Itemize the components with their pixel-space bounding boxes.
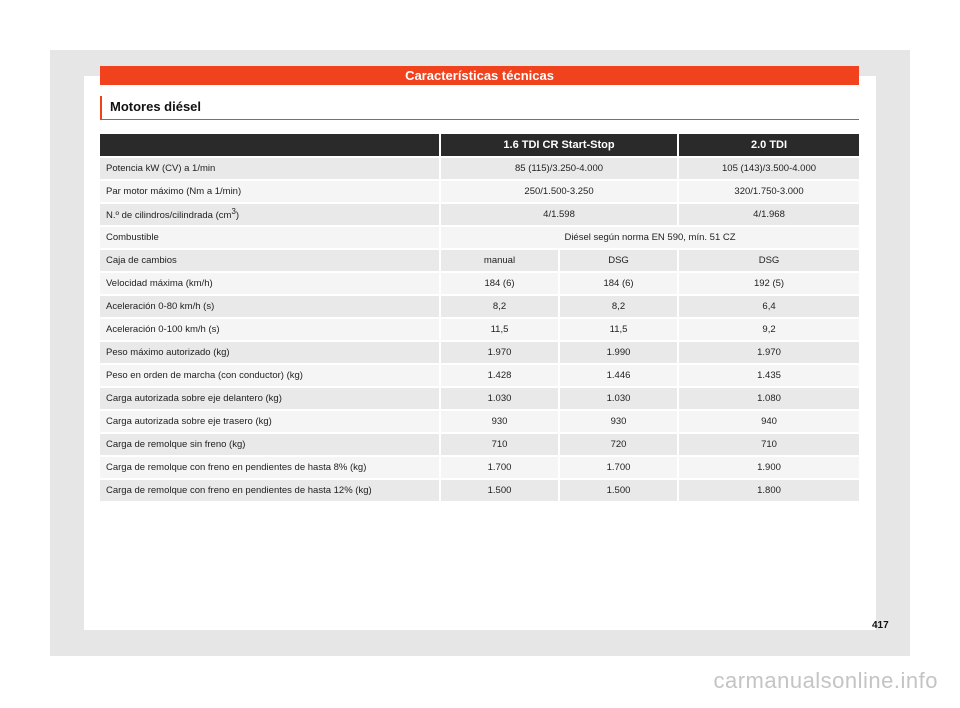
cell-value: 4/1.968	[679, 204, 859, 225]
table-row	[100, 434, 859, 455]
row-label: Carga de remolque con freno en pendientes de hasta 12% (kg)	[100, 480, 441, 501]
table-row	[100, 273, 859, 294]
table-row	[100, 158, 859, 179]
cell-value: 1.900	[679, 457, 859, 478]
cell-value: 184 (6)	[441, 273, 560, 294]
cell-value: 940	[679, 411, 859, 432]
cell-value: 1.030	[441, 388, 560, 409]
cell-value: 320/1.750-3.000	[679, 181, 859, 202]
table-row	[100, 457, 859, 478]
row-label: Caja de cambios	[100, 250, 441, 271]
cell-value: 1.990	[560, 342, 679, 363]
row-label: Aceleración 0-80 km/h (s)	[100, 296, 441, 317]
cell-value: 1.030	[560, 388, 679, 409]
row-label: Carga autorizada sobre eje trasero (kg)	[100, 411, 441, 432]
cell-value: Diésel según norma EN 590, mín. 51 CZ	[441, 227, 859, 248]
specs-table	[100, 132, 859, 503]
row-label-end: )	[235, 210, 240, 222]
table-row	[100, 227, 859, 248]
table-row	[100, 411, 859, 432]
cell-value: 1.800	[679, 480, 859, 501]
cell-value: 710	[441, 434, 560, 455]
row-label: Peso máximo autorizado (kg)	[100, 342, 441, 363]
cell-value: 1.700	[441, 457, 560, 478]
cell-value: 184 (6)	[560, 273, 679, 294]
chapter-header: Características técnicas	[100, 66, 859, 85]
cell-value: 1.435	[679, 365, 859, 386]
header-cell-engine-1: 1.6 TDI CR Start-Stop	[441, 134, 679, 156]
cell-value: 1.970	[441, 342, 560, 363]
table-row	[100, 342, 859, 363]
cell-value: DSG	[679, 250, 859, 271]
cell-value: manual	[441, 250, 560, 271]
section-title: Motores diésel	[100, 96, 859, 120]
cell-value: 11,5	[560, 319, 679, 340]
table-row	[100, 319, 859, 340]
header-cell-empty	[100, 134, 441, 156]
cell-value: 720	[560, 434, 679, 455]
cell-value: 1.080	[679, 388, 859, 409]
row-label: Aceleración 0-100 km/h (s)	[100, 319, 441, 340]
row-label-text: N.º de cilindros/cilindrada (cm	[106, 210, 232, 222]
row-label: Peso en orden de marcha (con conductor) (kg)	[100, 365, 441, 386]
cell-value: 11,5	[441, 319, 560, 340]
table-row	[100, 296, 859, 317]
table-row	[100, 204, 859, 225]
table-row	[100, 388, 859, 409]
cell-value: 930	[560, 411, 679, 432]
cell-value: 105 (143)/3.500-4.000	[679, 158, 859, 179]
superscript: 3	[231, 207, 236, 217]
cell-value: DSG	[560, 250, 679, 271]
row-label: Carga de remolque sin freno (kg)	[100, 434, 441, 455]
row-label: Velocidad máxima (km/h)	[100, 273, 441, 294]
cell-value: 4/1.598	[441, 204, 679, 225]
page-number: 417	[872, 620, 889, 631]
cell-value: 1.970	[679, 342, 859, 363]
table-row	[100, 480, 859, 501]
cell-value: 192 (5)	[679, 273, 859, 294]
cell-value: 930	[441, 411, 560, 432]
row-label: Carga autorizada sobre eje delantero (kg)	[100, 388, 441, 409]
cell-value: 1.500	[441, 480, 560, 501]
cell-value: 8,2	[560, 296, 679, 317]
row-label: Potencia kW (CV) a 1/min	[100, 158, 441, 179]
row-label	[100, 204, 441, 225]
watermark: carmanualsonline.info	[713, 668, 938, 693]
row-label: Carga de remolque con freno en pendientes de hasta 8% (kg)	[100, 457, 441, 478]
cell-value: 710	[679, 434, 859, 455]
row-label: Par motor máximo (Nm a 1/min)	[100, 181, 441, 202]
table-header-row	[100, 134, 859, 156]
table-row	[100, 250, 859, 271]
cell-value: 8,2	[441, 296, 560, 317]
cell-value: 1.446	[560, 365, 679, 386]
cell-value: 1.700	[560, 457, 679, 478]
table-row	[100, 181, 859, 202]
cell-value: 250/1.500-3.250	[441, 181, 679, 202]
table-row	[100, 365, 859, 386]
cell-value: 85 (115)/3.250-4.000	[441, 158, 679, 179]
header-cell-engine-2: 2.0 TDI	[679, 134, 859, 156]
cell-value: 1.500	[560, 480, 679, 501]
row-label: Combustible	[100, 227, 441, 248]
cell-value: 9,2	[679, 319, 859, 340]
cell-value: 1.428	[441, 365, 560, 386]
cell-value: 6,4	[679, 296, 859, 317]
